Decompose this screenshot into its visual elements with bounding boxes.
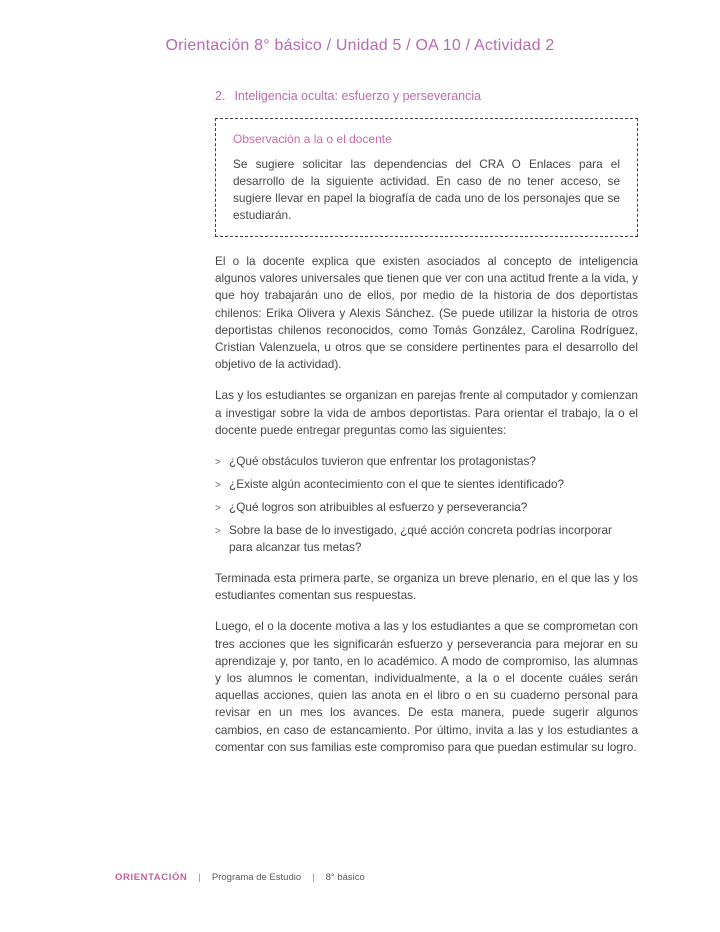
paragraph-3: Terminada esta primera parte, se organiza un breve plenario, en el que las y los estudiantes comentan sus respuestas. bbox=[215, 571, 638, 603]
list-item bbox=[215, 476, 638, 494]
paragraph-4: Luego, el o la docente motiva a las y los estudiantes a que se comprometan con tres acciones que les significarán esfuerzo y perseverancia para mejorar en su aprendizaje y, por tanto, en lo académico. A modo de compromiso, las alumnas y los alumnos le comentan, individualmente, a la o el docente cuáles serán aquellas acciones, quien las anota en el libro o en su cuaderno personal para revisar en un mes los avances. De esta manera, puede sugerir algunos cambios, en caso de estancamiento. Por último, invita a las y los estudiantes a comentar con sus familias este compromiso para que puedan estimular su logro. bbox=[215, 619, 638, 754]
footer-brand: ORIENTACIÓN bbox=[115, 872, 188, 883]
question-list bbox=[215, 453, 638, 556]
footer-grade-label: 8° básico bbox=[325, 872, 365, 883]
footer-separator: | bbox=[312, 872, 315, 883]
paragraph-2: Las y los estudiantes se organizan en parejas frente al computador y comienzan a investigar sobre la vida de ambos deportistas. Para orientar el trabajo, la o el docente puede entregar preguntas como las siguientes: bbox=[215, 388, 638, 437]
teacher-note-box bbox=[215, 118, 638, 237]
chevron-bullet-icon: > bbox=[215, 503, 221, 515]
activity-title: Inteligencia oculta: esfuerzo y perseverancia bbox=[234, 89, 482, 103]
page-footer bbox=[115, 872, 365, 883]
chevron-bullet-icon: > bbox=[215, 457, 221, 469]
list-item bbox=[215, 522, 638, 556]
note-box-title: Observación a la o el docente bbox=[233, 132, 392, 146]
footer-separator: | bbox=[198, 872, 201, 883]
question-text: ¿Qué obstáculos tuvieron que enfrentar los protagonistas? bbox=[229, 454, 536, 469]
note-box-body: Se sugiere solicitar las dependencias del CRA O Enlaces para el desarrollo de la siguiente actividad. En caso de no tener acceso, se sugiere llevar en papel la biografía de cada uno de los personajes que se estudiarán. bbox=[233, 157, 620, 222]
list-item bbox=[215, 499, 638, 517]
question-text: ¿Qué logros son atribuibles al esfuerzo y perseverancia? bbox=[229, 500, 528, 515]
chevron-bullet-icon: > bbox=[215, 480, 221, 492]
chevron-bullet-icon: > bbox=[215, 526, 221, 538]
activity-heading bbox=[215, 89, 638, 103]
activity-number: 2. bbox=[215, 89, 226, 103]
paragraph-1: El o la docente explica que existen asociados al concepto de inteligencia algunos valores universales que tienen que ver con una actitud frente a la vida, y que hoy trabajarán uno de ellos, por medio de la historia de dos deportistas chilenos: Erika Olivera y Alexis Sánchez. (Se puede utilizar la historia de otros deportistas chilenos reconocidos, como Tomás González, Carolina Rodríguez, Cristian Valenzuela, u otros que se considere pertinentes para el desarrollo del objetivo de la actividad). bbox=[215, 254, 638, 372]
page-title: Orientación 8° básico / Unidad 5 / OA 10 / Actividad 2 bbox=[165, 37, 555, 54]
question-text: Sobre la base de lo investigado, ¿qué acción concreta podrías incorporar para alcanzar tus metas? bbox=[229, 523, 612, 555]
question-text: ¿Existe algún acontecimiento con el que te sientes identificado? bbox=[229, 477, 565, 492]
content-area bbox=[215, 89, 638, 770]
footer-program-label: Programa de Estudio bbox=[211, 872, 302, 883]
list-item bbox=[215, 453, 638, 471]
